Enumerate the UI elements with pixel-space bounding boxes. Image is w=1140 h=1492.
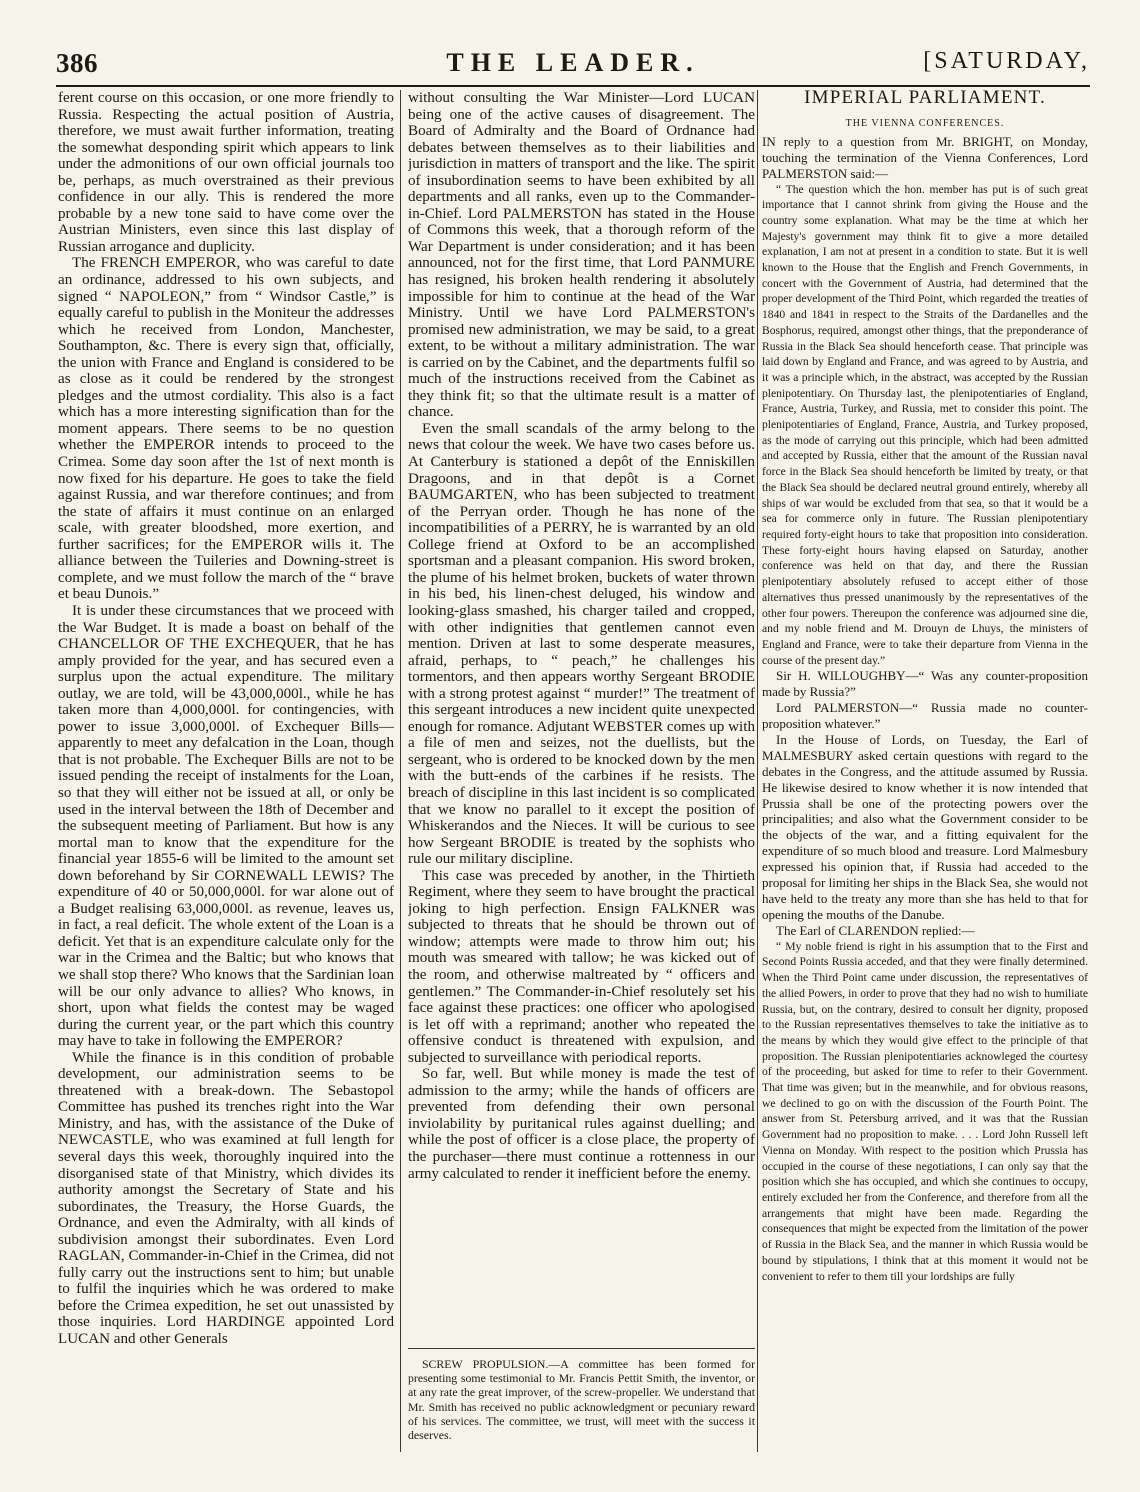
quoted-speech: “ My noble friend is right in his assumption that to the First and Second Points Russia acceded, and that they were finally determined. When the Third Point came under discussion, the representatives of the allied Powers, in order to prove that they had no wish to humiliate Russia, but, on the contrary, desired to consult her dignity, proposed to the Russian representatives themselves to take the initiative as to the means by which they would give effect to the principle of that proposition. The Russian plenipotentiaries acknowleged the courtesy of the proceeding, but asked for time to refer to their Government. That time was given; but in the meanwhile, and for obvious reasons, we declined to go on with the discussion of the Fourth Point. The answer from St. Petersburg arrived, and it was that the Russian Government had no proposition to make. . . . Lord John Russell left Vienna on Monday. With respect to the position which Prussia has occupied in the course of these negotiations, I can only say that the position which she has occupied, and which she continues to occupy, entirely excluded her from the Conference, and therefore from all the arrangements that might have been made. Regarding the consequences that might be expected from the limitation of the power of Russia in the Black Sea, and the manner in which Russia would be bound by stipulations, I think that at this moment it would not be convenient to refer to them till your lordships are fully — [762, 939, 1088, 1283]
paragraph: The Earl of CLARENDON replied:— — [776, 922, 975, 938]
page-header — [56, 48, 1090, 86]
column-divider — [400, 90, 401, 1452]
paragraph: IN reply to a question from Mr. BRIGHT, on Monday, touching the termination of the Vienna Conferences, Lord PALMERSTON said:— — [762, 133, 1088, 181]
paragraph: without consulting the War Minister—Lord LUCAN being one of the active causes of disagreement. The Board of Admiralty and the Board of Ordnance had debates between themselves as to their liabilities and jurisdiction in matters of transport and the like. The spirit of insubordination seems to have been exhibited by all departments and all ranks, even up to the Commander-in-Chief. Lord PALMERSTON has stated in the House of Commons this week, that a thorough reform of the War Department is under consideration; and it has been announced, not for the first time, that Lord PANMURE has resigned, his broken health rendering it absolutely impossible for him to continue at the head of the War Ministry. Until we have Lord PALMERSTON's promised new administration, we may be said, to a great extent, to be without a military administration. The war is carried on by the Cabinet, and the departments fulfil so much of the instructions received from the Cabinet as they think fit; so that the ultimate result is a matter of chance. — [408, 90, 755, 421]
column-divider — [757, 90, 758, 1452]
quoted-speech: “ The question which the hon. member has put is of such great importance that I cannot shrink from giving the House and the country some explanation. What may be the time at which her Majesty's government may think fit to give a more detailed explanation, I am not at present in a condition to state. But it is well known to the House that the English and French Governments, in concert with the Government of Austria, had determined that the proper development of the Third Point, which regarded the treaties of 1840 and 1841 in respect to the Straits of the Dardanelles and the Bosphorus, required, amongst other things, that the preponderance of Russia in the Black Sea should henceforth cease. That principle was laid down by England and France, and was agreed to by Austria, and it was a principle which, in the abstract, was accepted by the Russian plenipotentiary. On Thursday last, the plenipotentiaries of England, France, Austria, Turkey, and Russia, met to consider this point. The plenipotentiaries of England, France, Austria, and Turkey proposed, as the mode of carrying out this principle, which had been admitted and accepted by Russia, either that the amount of the Russian naval force in the Black Sea should henceforth be limited by treaty, or that the Black Sea should be declared neutral ground entirely, whereby all ships of war would be excluded from that sea, so that it would be a sea for commerce only in future. The Russian plenipotentiary required forty-eight hours to take that proposition into consideration. These forty-eight hours having elapsed on Saturday, another conference was held on that day, and there the Russian plenipotentiary absolutely refused to accept either of those alternatives thus pressed unanimously by the representatives of the other four powers. Thereupon the conference was adjourned sine die, and my noble friend and M. Drouyn de Lhuys, the ministers of England and France, were to take their departure from Vienna in the course of the present day.” — [762, 182, 1088, 667]
page-number: 386 — [56, 48, 98, 78]
screw-propulsion-note: SCREW PROPULSION.—A committee has been formed for presenting some testimonial to Mr. Francis Pettit Smith, the inventor, or at any rate the great improver, of the screw-propeller. We understand that Mr. Smith has received no public acknowledgment or pecuniary reward of his services. The committee, we trust, will meet with the success it deserves. — [408, 1348, 755, 1442]
section-title: IMPERIAL PARLIAMENT. — [804, 90, 1046, 108]
section-subtitle: THE VIENNA CONFERENCES. — [845, 117, 1005, 129]
issue-day: [SATURDAY, — [923, 48, 1090, 74]
parliament-column — [762, 90, 1088, 1452]
paragraph: So far, well. But while money is made the test of admission to the army; while the hands of officers are prevented from defending their own personal inviolability by puritanical rules against duelling; and while the post of officer is a close place, the property of the purchaser—there must continue a rottenness in our army calculated to render it inefficient before the enemy. — [408, 1066, 755, 1182]
paragraph: It is under these circumstances that we proceed with the War Budget. It is made a boast on behalf of the CHANCELLOR OF THE EXCHEQUER, that he has amply provided for the year, and has secured even a surplus upon the actual expenditure. The military outlay, we are told, will be 43,000,000l., while he has taken more than 4,000,000l. for contingencies, with power to issue 3,000,000l. of Exchequer Bills—apparently to meet any defalcation in the Loan, though that is not probable. The Exchequer Bills are not to be issued pending the receipt of instalments for the Loan, so that they will either not be issued at all, or only be used in the interval between the 18th of December and the subsequent meeting of Parliament. But how is any mortal man to know that the expenditure for the financial year 1855-6 will be limited to the amount set down beforehand by Sir CORNEWALL LEWIS? The expenditure of 40 or 50,000,000l. for war alone out of a Budget realising 63,000,000l. as revenue, leaves us, in fact, a real deficit. The whole extent of the Loan is a deficit. Yet that is an expenditure calculate only for the war in the Crimea and the Baltic; but who knows that we shall stop there? Who knows that the Sardinian loan will be our only advance to allies? Who knows, in short, upon what fields the contest may be waged during the current year, or the part which this country may have to take in following the EMPEROR? — [58, 602, 394, 1050]
paragraph: Even the small scandals of the army belong to the news that colour the week. We have two cases before us. At Canterbury is stationed a depôt of the Enniskillen Dragoons, and in that depôt is a Cornet BAUMGARTEN, who has been subjected to treatment of the Perryan order. Though he has none of the incompatibilities of a PERRY, he is warranted by an old College friend at Oxford to be an accomplished sportsman and a pleasant companion. His sword broken, the plume of his helmet broken, buckets of water thrown in his bed, his linen-chest deluged, his window and looking-glass smashed, his charger tailed and cropped, with other indignities that gentlemen cannot even mention. Driven at last to some desperate measures, afraid, perhaps, to “ peach,” he challenges his tormentors, and then appears worthy Sergeant BRODIE with a strong protest against “ murder!” The treatment of this sergeant introduces a new incident quite unexpected enough for romance. Adjutant WEBSTER comes up with a file of men and seizes, not the duellists, but the sergeant, who is ordered to be knocked down by the men with the butt-ends of the carbines if he resists. The breach of discipline in this last incident is so complicated that we know no parallel to it except the position of Whiskerandos and the Nieces. It will be curious to see how Sergeant BRODIE is treated by the sophists who rule our military discipline. — [408, 420, 755, 868]
paragraph: The FRENCH EMPEROR, who was careful to date an ordinance, addressed to his own subjects, and signed “ NAPOLEON,” from “ Windsor Castle,” is equally careful to publish in the Moniteur the addresses which he received from London, Manchester, Southampton, &c. There is every sign that, officially, the union with France and England is considered to be as close as it could be rendered by the strongest pledges and the utmost cordiality. This also is a fact which has a more interesting signification than for the moment appears. There seems to be no question whether the EMPEROR intends to proceed to the Crimea. Some day soon after the 1st of next month is now fixed for his departure. He goes to take the field against Russia, and war therefore continues; and from the state of affairs it must continue on an enlarged scale, with greater bloodshed, more exertion, and further sacrifices; for the EMPEROR wills it. The alliance between the Tuileries and Downing-street is complete, and we must follow the march of the “ brave et beau Dunois.” — [58, 255, 394, 603]
paragraph: ferent course on this occasion, or one more friendly to Russia. Respecting the actual position of Austria, therefore, we must await further information, treating the somewhat desponding spirit which appears to link under the admonitions of our own official journals too be, perhaps, as much overstrained as their previous confidence in our ally. This is rendered the more probable by a new tone said to have come over the Austrian Ministers, even since this last display of Russian arrogance and duplicity. — [58, 90, 394, 255]
paragraph: This case was preceded by another, in the Thirtieth Regiment, where they seem to have brought the practical joking to high perfection. Ensign FALKNER was subjected to threats that he should be thrown out of window; attempts were made to throw him out; his mouth was smeared with tallow; he was kicked out of the room, and otherwise maltreated by “ officers and gentlemen.” The Commander-in-Chief resolutely set his face against these practices: one officer who apologised is let off with a reprimand; another who repeated the offensive conduct is threatened with expulsion, and subjected to surveillance with periodical reports. — [408, 867, 755, 1066]
header-rule — [56, 85, 1090, 87]
masthead-title: THE LEADER. — [446, 48, 700, 77]
paragraph: In the House of Lords, on Tuesday, the Earl of MALMESBURY asked certain questions with regard to the debates in the Congress, and the attitude assumed by Russia. He likewise desired to know whether it is now intended that Prussia shall be one of the protecting powers over the principalities; and also what the Government consider to be the objects of the war, and a fitting equivalent for the expenditure of so much blood and treasure. Lord Malmesbury expressed his opinion that, if Russia had acceded to the proposal for limiting her ships in the Black Sea, she would not have held to the treaty any more than she has held to that for opening the mouths of the Danube. — [762, 731, 1088, 922]
paragraph: Sir H. WILLOUGHBY—“ Was any counter-proposition made by Russia?” — [762, 668, 1088, 700]
paragraph: While the finance is in this condition of probable development, our administration seems to be threatened with a break-down. The Sebastopol Committee has pushed its trenches right into the War Ministry, and has, with the assistance of the Duke of NEWCASTLE, who was examined at full length for several days this week, thoroughly inquired into the disorganised state of that Ministry, which divides its authority amongst the Secretary of State and his subordinates, the Treasury, the Horse Guards, the Ordnance, and even the Admiralty, with all kinds of subdivision amongst their subordinates. Even Lord RAGLAN, Commander-in-Chief in the Crimea, did not fully carry out the instructions sent to him; but unable to fulfil the inquiries which he was ordered to make before the Crimea expedition, he set out unassisted by those inquiries. Lord HARDINGE appointed Lord LUCAN and other Generals — [58, 1049, 394, 1348]
article-column-1 — [58, 90, 394, 1452]
article-column-2 — [408, 90, 755, 1452]
paragraph: Lord PALMERSTON—“ Russia made no counter-proposition whatever.” — [762, 700, 1088, 732]
